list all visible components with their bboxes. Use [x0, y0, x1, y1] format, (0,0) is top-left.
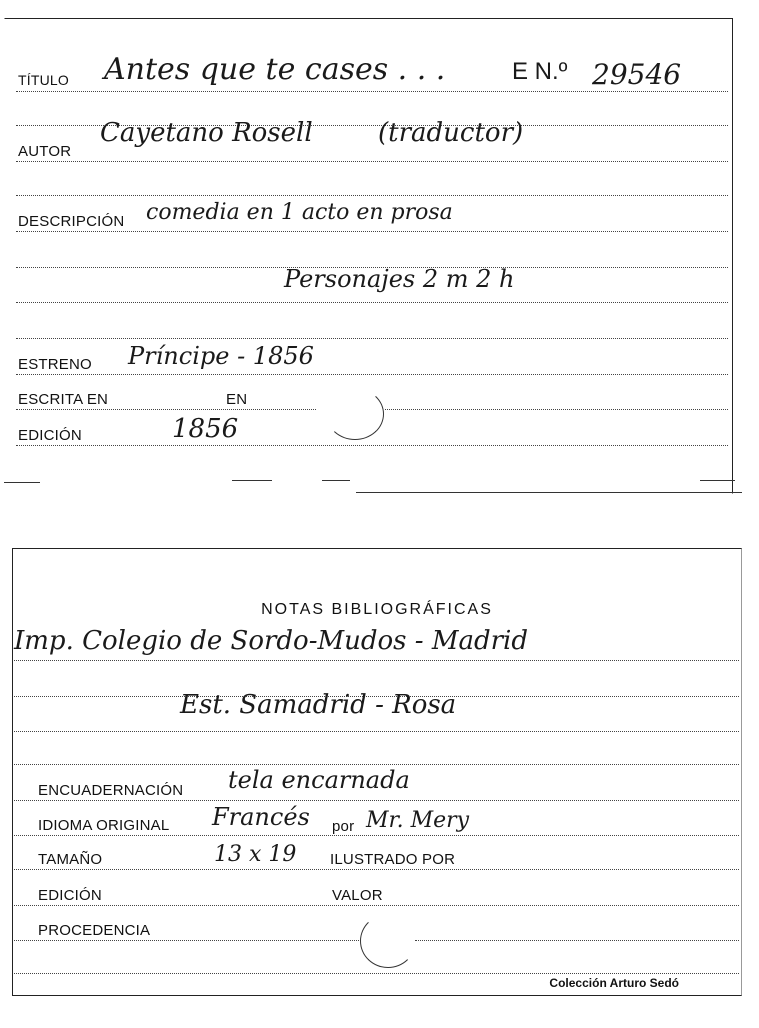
card-edge-left — [4, 482, 40, 483]
rule-blank-4 — [16, 338, 728, 339]
rule-edicion — [16, 445, 728, 446]
rule-procedencia — [14, 940, 359, 941]
coleccion-footer: Colección Arturo Sedó — [549, 976, 679, 990]
rule-notas-3 — [14, 731, 739, 732]
rule-titulo — [16, 91, 728, 92]
card-edge-mid-2 — [322, 480, 350, 481]
rule-edicion-2 — [14, 905, 739, 906]
punch-hole-bottom — [360, 914, 416, 968]
card-edge-bottom — [356, 492, 742, 493]
edicion-value: 1856 — [172, 414, 239, 444]
rule-idioma — [14, 835, 739, 836]
rule-tamano — [14, 869, 739, 870]
card-edge-mid-1 — [232, 480, 272, 481]
idioma-label: IDIOMA ORIGINAL — [38, 817, 170, 834]
edicion-label: EDICIÓN — [18, 427, 82, 444]
autor-value: Cayetano Rosell — [100, 118, 313, 148]
descripcion-label: DESCRIPCIÓN — [18, 213, 125, 230]
descripcion-value: comedia en 1 acto en prosa — [146, 200, 453, 225]
personajes-value: Personajes 2 m 2 h — [284, 265, 515, 293]
rule-notas-1 — [14, 660, 739, 661]
por-value: Mr. Mery — [366, 808, 470, 833]
ilustrado-label: ILUSTRADO POR — [330, 851, 456, 868]
autor-note: (traductor) — [378, 118, 524, 148]
tamano-value: 13 x 19 — [214, 842, 297, 867]
estreno-value: Príncipe - 1856 — [128, 342, 314, 370]
autor-label: AUTOR — [18, 143, 72, 160]
por-label: por — [332, 818, 355, 835]
idioma-value: Francés — [212, 803, 310, 831]
edicion-2-label: EDICIÓN — [38, 887, 102, 904]
rule-autor — [16, 161, 728, 162]
rule-escrita-right — [385, 409, 728, 410]
valor-label: VALOR — [332, 887, 383, 904]
rule-blank-2 — [16, 195, 728, 196]
rule-descripcion — [16, 231, 728, 232]
rule-estreno — [16, 374, 728, 375]
encuadernacion-label: ENCUADERNACIÓN — [38, 782, 184, 799]
notas-title: NOTAS BIBLIOGRÁFICAS — [261, 601, 493, 618]
imprenta-value: Imp. Colegio de Sordo-Mudos - Madrid — [14, 626, 528, 656]
titulo-value: Antes que te cases . . . — [104, 52, 446, 87]
rule-final — [14, 973, 739, 974]
encuadernacion-value: tela encarnada — [228, 766, 410, 794]
estreno-label: ESTRENO — [18, 356, 92, 373]
rule-personajes — [16, 302, 728, 303]
escrita-label: ESCRITA EN — [18, 391, 109, 408]
escrita-en-label: EN — [226, 391, 248, 408]
rule-escrita — [16, 409, 316, 410]
registro-prefix: E N.º — [512, 58, 568, 85]
est-value: Est. Samadrid - Rosa — [180, 690, 457, 720]
card-edge-right — [700, 480, 735, 481]
rule-encuadernacion — [14, 800, 739, 801]
titulo-label: TÍTULO — [18, 72, 69, 88]
registro-number: 29546 — [592, 58, 682, 91]
tamano-label: TAMAÑO — [38, 851, 103, 868]
rule-procedencia-right — [415, 940, 739, 941]
punch-hole-top — [326, 388, 384, 440]
rule-notas-4 — [14, 764, 739, 765]
procedencia-label: PROCEDENCIA — [38, 922, 151, 939]
